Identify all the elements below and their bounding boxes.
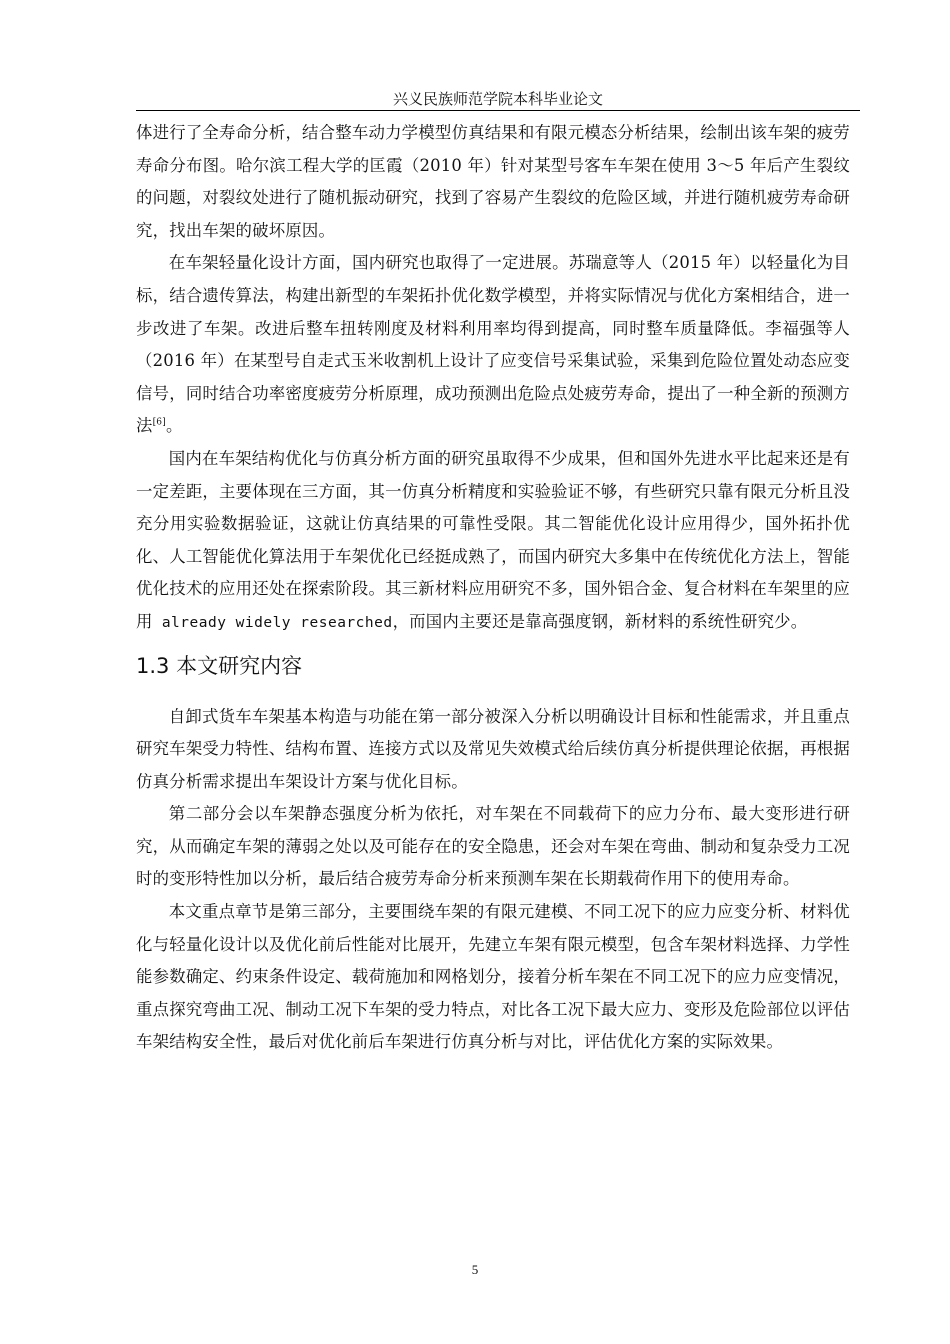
paragraph-text: ，而国内主要还是靠高强度钢，新材料的系统性研究少。 — [392, 611, 808, 631]
paragraph-text: 在车架轻量化设计方面，国内研究也取得了一定进展。苏瑞意等人（2015 年）以轻量化为目标，结合遗传算法，构建出新型的车架拓扑优化数学模型，并将实际情况与优化方案相结合，进一步改进了车架。改进后整车扭转刚度及材料利用率均得到提高，同时整车质量降低。李福强等人（2016 年）在某型号自走式玉米收割机上设计了应变信号采集试验，采集到危险位置处动态应变信号，同时结合功率密度疲劳分析原理，成功预测出危险点处疲劳寿命，提出了一种全新的预测方法 — [136, 253, 850, 436]
paragraph: 体进行了全寿命分析，结合整车动力学模型仿真结果和有限元模态分析结果，绘制出该车架的疲劳寿命分布图。哈尔滨工程大学的匡霞（2010 年）针对某型号客车车架在使用 3～5 年后产生裂纹的问题，对裂纹处进行了随机振动研究，找到了容易产生裂纹的危险区域，并进行随机疲劳寿命研究，找出车架的破坏原因。 — [136, 123, 850, 240]
page-number: 5 — [471, 1262, 479, 1277]
paragraph-text: 国内在车架结构优化与仿真分析方面的研究虽取得不少成果，但和国外先进水平比起来还是有一定差距，主要体现在三方面，其一仿真分析精度和实验验证不够，有些研究只靠有限元分析且没充分用实验数据验证，这就让仿真结果的可靠性受限。其二智能优化设计应用得少，国外拓扑优化、人工智能优化算法用于车架优化已经挺成熟了，而国内研究大多集中在传统优化方法上，智能优化技术的应用还处在探索阶段。其三新材料应用研究不多，国外铝合金、复合材料在车架里的应用 — [136, 448, 850, 631]
page-body — [136, 117, 850, 1059]
paragraph — [136, 443, 850, 640]
citation-ref: [6] — [152, 417, 166, 428]
paragraph: 第二部分会以车架静态强度分析为依托，对车架在不同载荷下的应力分布、最大变形进行研究，从而确定车架的薄弱之处以及可能存在的安全隐患，还会对车架在弯曲、制动和复杂受力工况时的变形特性加以分析，最后结合疲劳寿命分析来预测车架在长期载荷作用下的使用寿命。 — [136, 804, 850, 889]
paragraph: 本文重点章节是第三部分，主要围绕车架的有限元建模、不同工况下的应力应变分析、材料优化与轻量化设计以及优化前后性能对比展开，先建立车架有限元模型，包含车架材料选择、力学性能参数确定、约束条件设定、载荷施加和网格划分，接着分析车架在不同工况下的应力应变情况，重点探究弯曲工况、制动工况下车架的受力特点，对比各工况下最大应力、变形及危险部位以评估车架结构安全性，最后对优化前后车架进行仿真分析与对比，评估优化方案的实际效果。 — [136, 902, 850, 1052]
running-header: 兴义民族师范学院本科毕业论文 — [392, 90, 603, 108]
english-phrase: already widely researched — [152, 614, 393, 631]
paragraph: 自卸式货车车架基本构造与功能在第一部分被深入分析以明确设计目标和性能需求，并且重点研究车架受力特性、结构布置、连接方式以及常见失效模式给后续仿真分析提供理论依据，再根据仿真分析需求提出车架设计方案与优化目标。 — [136, 706, 850, 791]
header-divider — [136, 110, 860, 111]
paragraph-text: 。 — [165, 416, 183, 436]
paragraph — [136, 247, 850, 443]
section-heading: 1.3 本文研究内容 — [136, 653, 303, 678]
